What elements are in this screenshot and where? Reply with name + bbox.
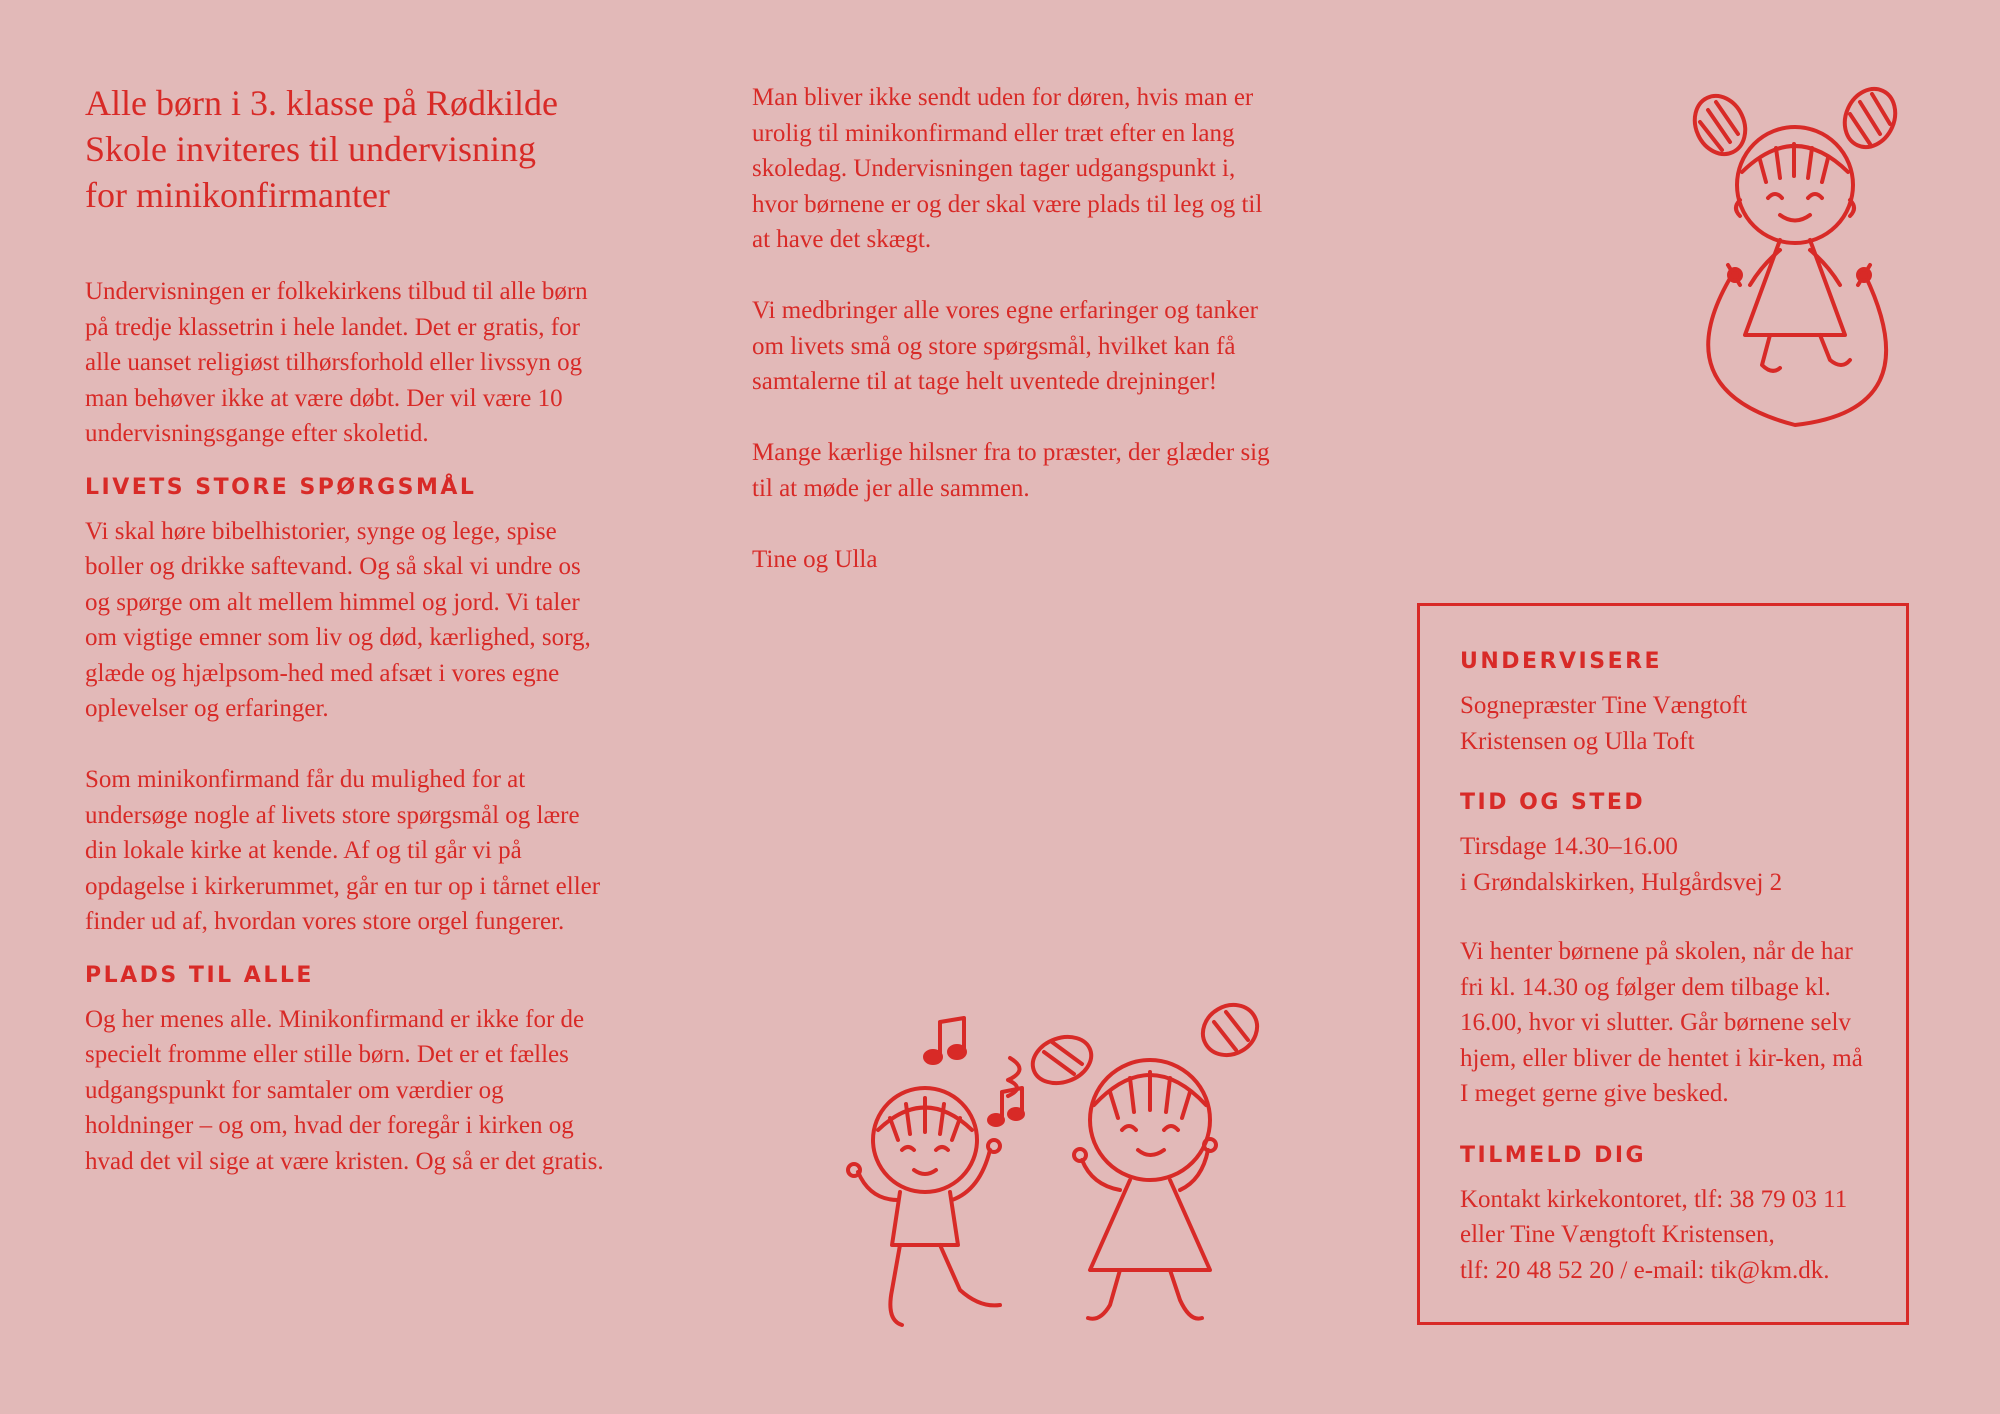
- heading-tilmeld-dig: TILMELD DIG: [1460, 1142, 1647, 1168]
- signup-line: eller Tine Vængtoft Kristensen,: [1460, 1221, 1775, 1248]
- paragraph-minikonfirmand: Som minikonfirmand får du mulighed for at undersøge nogle af livets store spørgsmål og lære din lokale kirke at kende. Af og til går vi på opdagelse i kirkerummet, går en tur op i tårnet eller finder ud af, hvordan vores store orgel fungerer.: [85, 766, 601, 935]
- heading-plads-til-alle: PLADS TIL ALLE: [85, 962, 314, 988]
- teachers-line: Sognepræster Tine Vængtoft: [1460, 692, 1748, 719]
- title-line: Skole inviteres til undervisning: [85, 129, 536, 169]
- title-line: Alle børn i 3. klasse på Rødkilde: [85, 83, 558, 123]
- signature: Tine og Ulla: [752, 545, 878, 573]
- title-line: for minikonfirmanter: [85, 175, 390, 215]
- paragraph-for-everyone: Og her menes alle. Minikonfirmand er ikke for de specielt fromme eller stille børn. Det er et fælles udgangspunkt for samtaler om værdier og holdninger – og om, hvad der foregår i kirken og hvad det vil sige at være kristen. Og så er det gratis.: [85, 1005, 604, 1175]
- left-column: [85, 80, 605, 1215]
- page-title: [85, 80, 605, 218]
- paragraph-experiences: Vi medbringer alle vores egne erfaringer og tanker om livets små og store spørgsmål, hvilket kan få samtalerne til at tage helt uventede drejninger!: [752, 297, 1258, 395]
- pickup-text: Vi henter børnene på skolen, når de har fri kl. 14.30 og følger dem tilbage kl. 16.00, hvor vi slutter. Går børnene selv hjem, eller bliver de hentet i kir-ken, må I meget gerne give besked.: [1460, 938, 1863, 1107]
- time-place-text: [1460, 829, 1868, 900]
- signup-text: [1460, 1182, 1868, 1289]
- place-line: i Grøndalskirken, Hulgårdsvej 2: [1460, 868, 1783, 896]
- heading-tid-og-sted: TID OG STED: [1460, 790, 1646, 815]
- middle-column: [752, 80, 1272, 613]
- time-line: Tirsdage 14.30–16.00: [1460, 833, 1678, 860]
- info-box: [1417, 603, 1909, 1325]
- signup-contact-line: tlf: 20 48 52 20 / e-mail: tik@km.dk.: [1460, 1256, 1830, 1284]
- teachers-line: Kristensen og Ulla Toft: [1460, 727, 1695, 755]
- paragraph-greetings: Mange kærlige hilsner fra to præster, der glæder sig til at møde jer alle sammen.: [752, 439, 1270, 502]
- intro-paragraph: Undervisningen er folkekirkens tilbud til alle børn på tredje klassetrin i hele landet. Det er gratis, for alle uanset religiøst tilhørsforhold eller livssyn og man behøver ikke at være døbt. Der vil være 10 undervisningsgange efter skoletid.: [85, 278, 588, 447]
- signup-line: Kontakt kirkekontoret, tlf: 38 79 03 11: [1460, 1185, 1848, 1213]
- heading-undervisere: UNDERVISERE: [1460, 649, 1663, 674]
- teachers-text: [1460, 688, 1868, 759]
- paragraph-not-sent-out: Man bliver ikke sendt uden for døren, hvis man er urolig til minikonfirmand eller træt efter en lang skoledag. Undervisningen tager udgangspunkt i, hvor børnene er og der skal være plads til leg og til at have det skægt.: [752, 84, 1263, 253]
- girl-jumping-rope-icon: [1680, 80, 1920, 440]
- paragraph-activities: Vi skal høre bibelhistorier, synge og lege, spise boller og drikke saftevand. Og så skal vi undre os og spørge om alt mellem himmel og jord. Vi taler om vigtige emner som liv og død, kærlighed, sorg, glæde og hjælpsom-hed med afsæt i vores egne oplevelser og erfaringer.: [85, 517, 591, 722]
- children-dancing-icon: [830, 1000, 1270, 1340]
- heading-livets-store-sporgsmal: LIVETS STORE SPØRGSMÅL: [85, 474, 477, 500]
